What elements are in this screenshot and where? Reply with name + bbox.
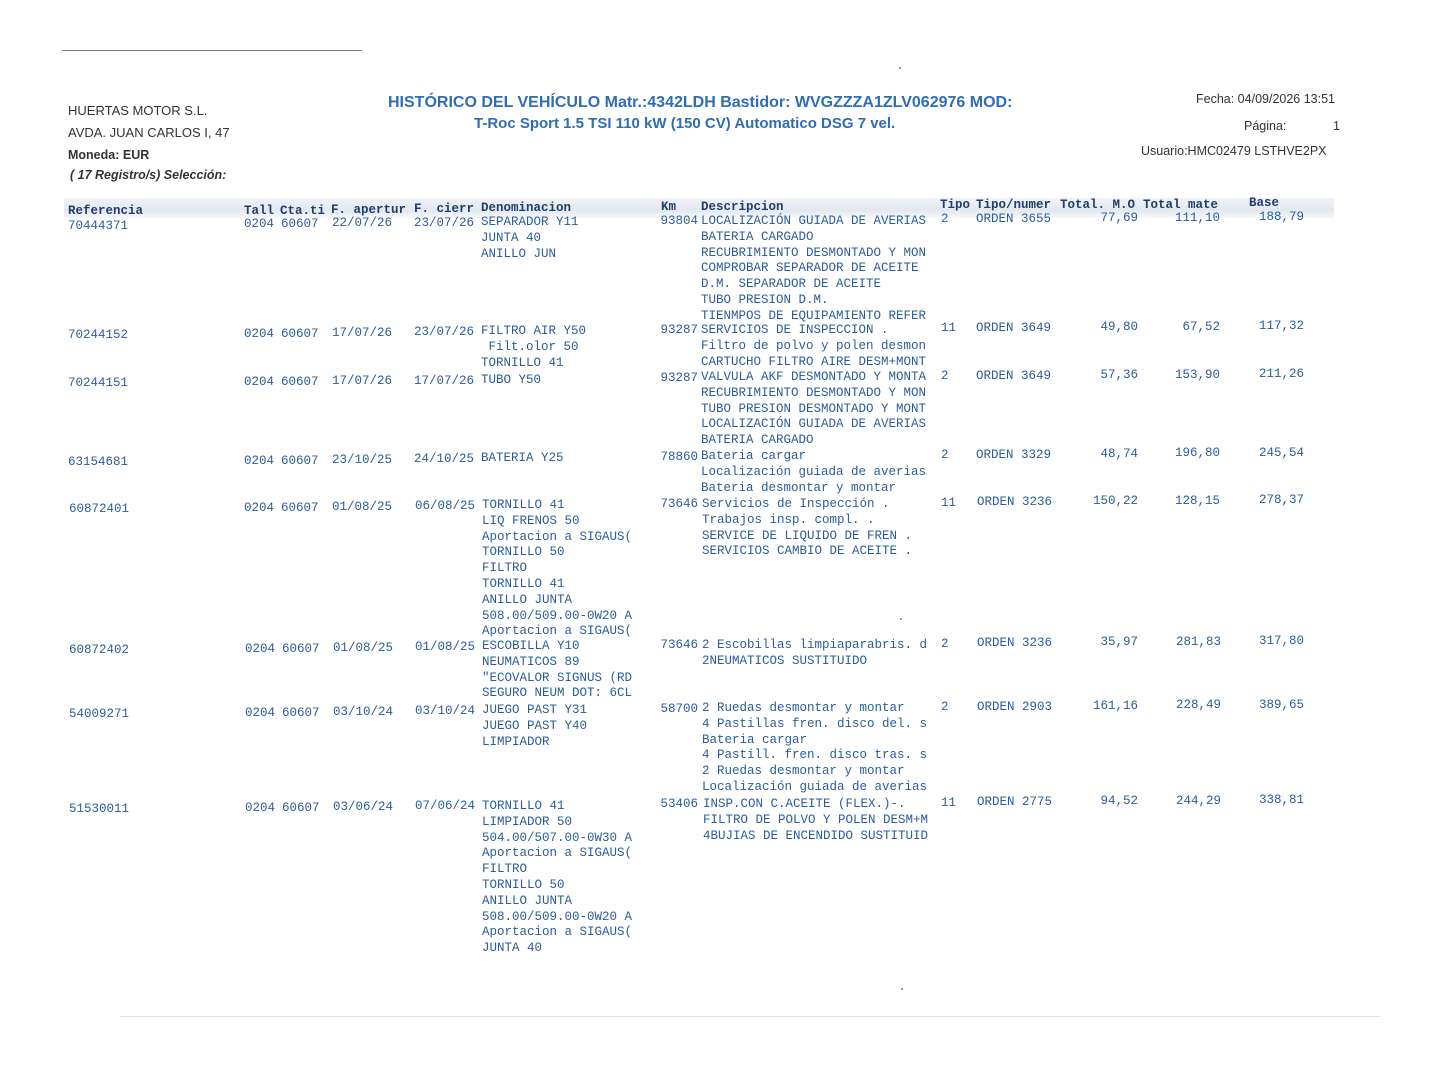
cell-tipo: 11 xyxy=(941,321,957,335)
cell-cuenta: 60607 xyxy=(282,706,320,720)
cell-referencia: 70244151 xyxy=(68,376,129,390)
cell-tipo: 2 xyxy=(941,448,949,462)
cell-descripcion: 2 Ruedas desmontar y montar 4 Pastillas fren. disco del. s Bateria cargar 4 Pastill. fren. disco tras. s 2 Ruedas desmontar y montar Localización guiada de averias xyxy=(702,701,928,794)
cell-referencia: 63154681 xyxy=(68,455,129,469)
cell-taller: 0204 xyxy=(244,217,275,231)
cell-base: 117,32 xyxy=(1258,319,1304,333)
footer-rule xyxy=(120,1016,1380,1017)
cell-total-materiales: 67,52 xyxy=(1182,320,1220,334)
cell-descripcion: Servicios de Inspección . Trabajos insp. compl. . SERVICE DE LIQUIDO DE FREN . SERVICIOS CAMBIO DE ACEITE . xyxy=(702,497,913,559)
cell-descripcion: Bateria cargar Localización guiada de averias Bateria desmontar y montar xyxy=(701,449,927,495)
col-cuenta: Cta.ti xyxy=(280,204,326,218)
cell-fecha-apertura: 03/06/24 xyxy=(333,800,394,814)
cell-base: 389,65 xyxy=(1258,698,1304,712)
company-block xyxy=(68,100,230,144)
cell-km: 73646 xyxy=(660,638,698,652)
cell-km: 53406 xyxy=(660,797,698,811)
selection-label: ( 17 Registro/s) Selección: xyxy=(70,168,227,182)
cell-tipo: 2 xyxy=(941,369,949,383)
cell-referencia: 60872401 xyxy=(69,502,130,516)
cell-descripcion: 2 Escobillas limpiaparabris. d 2NEUMATICOS SUSTITUIDO xyxy=(702,638,928,668)
cell-base: 338,81 xyxy=(1258,793,1304,807)
user-label: Usuario:HMC02479 LSTHVE2PX xyxy=(1141,144,1327,158)
cell-cuenta: 60607 xyxy=(281,501,319,515)
cell-total-mo: 48,74 xyxy=(1100,447,1138,461)
cell-total-materiales: 153,90 xyxy=(1174,368,1220,382)
cell-referencia: 70444371 xyxy=(68,219,129,233)
col-denominacion: Denominacion xyxy=(481,201,572,215)
cell-km: 93287 xyxy=(660,323,698,337)
scan-speck xyxy=(901,988,903,990)
cell-taller: 0204 xyxy=(245,642,276,656)
currency-label: Moneda: EUR xyxy=(68,148,150,162)
cell-fecha-cierre: 23/07/26 xyxy=(414,325,475,339)
cell-total-materiales: 196,80 xyxy=(1174,446,1220,460)
cell-denominacion: TORNILLO 41 LIMPIADOR 50 504.00/507.00-0W30 A Aportacion a SIGAUS( FILTRO TORNILLO 50 ANILLO JUNTA 508.00/509.00-0W20 A Aportacion a SIGAUS( JUNTA 40 xyxy=(482,799,633,956)
cell-fecha-apertura: 17/07/26 xyxy=(332,326,393,340)
cell-fecha-apertura: 03/10/24 xyxy=(333,705,394,719)
col-total-mo: Total. M.O xyxy=(1060,198,1136,212)
cell-km: 73646 xyxy=(660,497,698,511)
cell-referencia: 70244152 xyxy=(68,328,129,342)
cell-denominacion: TORNILLO 41 LIQ FRENOS 50 Aportacion a SIGAUS( TORNILLO 50 FILTRO TORNILLO 41 ANILLO JUNTA 508.00/509.00-0W20 A Aportacion a SIGAUS( xyxy=(482,498,633,639)
cell-total-materiales: 281,83 xyxy=(1175,635,1221,649)
cell-total-mo: 161,16 xyxy=(1092,699,1138,713)
cell-total-materiales: 228,49 xyxy=(1175,698,1221,712)
cell-tipo-numero: ORDEN 3236 xyxy=(977,636,1053,650)
cell-base: 245,54 xyxy=(1258,446,1304,460)
col-base: Base xyxy=(1249,196,1280,210)
cell-fecha-cierre: 03/10/24 xyxy=(415,704,476,718)
cell-tipo: 11 xyxy=(941,796,957,810)
page-label: Página: xyxy=(1244,119,1287,133)
cell-referencia: 60872402 xyxy=(69,643,130,657)
cell-cuenta: 60607 xyxy=(282,801,320,815)
header-rule xyxy=(62,50,362,51)
col-fecha-apertura: F. apertur xyxy=(331,203,407,217)
cell-denominacion: BATERIA Y25 xyxy=(481,451,564,465)
cell-fecha-cierre: 06/08/25 xyxy=(415,499,476,513)
table-header xyxy=(64,198,1334,218)
cell-tipo: 2 xyxy=(941,637,949,651)
cell-tipo-numero: ORDEN 3329 xyxy=(976,448,1052,462)
cell-total-mo: 57,36 xyxy=(1100,368,1138,382)
cell-taller: 0204 xyxy=(245,801,276,815)
cell-tipo-numero: ORDEN 3649 xyxy=(976,369,1052,383)
col-tipo: Tipo xyxy=(940,198,971,212)
cell-base: 188,79 xyxy=(1258,210,1304,224)
col-tipo-numero: Tipo/numer xyxy=(976,198,1052,212)
page-number: 1 xyxy=(1333,119,1340,133)
cell-descripcion: VALVULA AKF DESMONTADO Y MONTA RECUBRIMIENTO DESMONTADO Y MON TUBO PRESION DESMONTADO Y MONT LOCALIZACIÓN GUIADA DE AVERIAS BATERIA CARGADO xyxy=(701,370,927,448)
cell-taller: 0204 xyxy=(244,501,275,515)
cell-tipo-numero: ORDEN 3655 xyxy=(976,212,1052,226)
cell-tipo-numero: ORDEN 3649 xyxy=(976,321,1052,335)
cell-cuenta: 60607 xyxy=(281,217,319,231)
col-descripcion: Descripcion xyxy=(701,200,784,214)
cell-denominacion: SEPARADOR Y11 JUNTA 40 ANILLO JUN xyxy=(481,215,579,261)
cell-km: 78860 xyxy=(660,450,698,464)
cell-taller: 0204 xyxy=(245,706,276,720)
cell-cuenta: 60607 xyxy=(281,375,319,389)
col-taller: Tall xyxy=(244,204,275,218)
cell-denominacion: TUBO Y50 xyxy=(481,373,542,387)
cell-tipo: 11 xyxy=(941,496,957,510)
cell-referencia: 54009271 xyxy=(69,707,130,721)
cell-tipo: 2 xyxy=(941,700,949,714)
cell-fecha-apertura: 23/10/25 xyxy=(332,453,393,467)
cell-taller: 0204 xyxy=(244,327,275,341)
report-title-line1: HISTÓRICO DEL VEHÍCULO Matr.:4342LDH Bastidor: WVGZZZA1ZLV062976 MOD: xyxy=(388,94,1013,111)
report-title-line2: T-Roc Sport 1.5 TSI 110 kW (150 CV) Automatico DSG 7 vel. xyxy=(474,115,896,132)
cell-taller: 0204 xyxy=(244,454,275,468)
cell-denominacion: ESCOBILLA Y10 NEUMATICOS 89 "ECOVALOR SIGNUS (RD SEGURO NEUM DOT: 6CL xyxy=(482,639,633,701)
cell-fecha-cierre: 24/10/25 xyxy=(414,452,475,466)
cell-total-mo: 49,80 xyxy=(1100,320,1138,334)
cell-total-mo: 150,22 xyxy=(1092,494,1138,508)
cell-descripcion: SERVICIOS DE INSPECCION . Filtro de polvo y polen desmon CARTUCHO FILTRO AIRE DESM+MONT xyxy=(701,323,927,369)
cell-km: 93287 xyxy=(660,371,698,385)
cell-total-mo: 35,97 xyxy=(1100,635,1138,649)
scan-speck xyxy=(899,67,901,69)
company-address: AVDA. JUAN CARLOS I, 47 xyxy=(68,125,230,140)
cell-fecha-apertura: 01/08/25 xyxy=(333,641,394,655)
cell-fecha-cierre: 23/07/26 xyxy=(414,216,475,230)
col-km: Km xyxy=(661,200,677,214)
cell-fecha-cierre: 01/08/25 xyxy=(415,640,476,654)
cell-total-materiales: 111,10 xyxy=(1174,211,1220,225)
cell-fecha-cierre: 17/07/26 xyxy=(414,374,475,388)
col-referencia: Referencia xyxy=(68,204,144,218)
cell-total-mo: 77,69 xyxy=(1100,211,1138,225)
company-name: HUERTAS MOTOR S.L. xyxy=(68,103,208,118)
cell-cuenta: 60607 xyxy=(281,454,319,468)
cell-descripcion: INSP.CON C.ACEITE (FLEX.)-. FILTRO DE POLVO Y POLEN DESM+M 4BUJIAS DE ENCENDIDO SUSTITUID xyxy=(703,797,929,843)
cell-tipo-numero: ORDEN 3236 xyxy=(977,495,1053,509)
cell-total-mo: 94,52 xyxy=(1100,794,1138,808)
cell-taller: 0204 xyxy=(244,375,275,389)
cell-fecha-apertura: 22/07/26 xyxy=(332,216,393,230)
cell-tipo: 2 xyxy=(941,212,949,226)
cell-referencia: 51530011 xyxy=(69,802,130,816)
cell-total-materiales: 244,29 xyxy=(1175,794,1221,808)
cell-tipo-numero: ORDEN 2775 xyxy=(977,795,1053,809)
cell-fecha-apertura: 01/08/25 xyxy=(332,500,393,514)
col-fecha-cierre: F. cierr xyxy=(414,202,475,216)
cell-base: 278,37 xyxy=(1258,493,1304,507)
cell-denominacion: FILTRO AIR Y50 Filt.olor 50 TORNILLO 41 xyxy=(481,324,587,370)
cell-total-materiales: 128,15 xyxy=(1174,494,1220,508)
cell-fecha-cierre: 07/06/24 xyxy=(415,799,476,813)
report-date: Fecha: 04/09/2026 13:51 xyxy=(1196,92,1336,106)
cell-tipo-numero: ORDEN 2903 xyxy=(977,700,1053,714)
cell-cuenta: 60607 xyxy=(282,642,320,656)
cell-base: 211,26 xyxy=(1258,367,1304,381)
cell-km: 58700 xyxy=(660,702,698,716)
cell-denominacion: JUEGO PAST Y31 JUEGO PAST Y40 LIMPIADOR xyxy=(482,703,588,749)
col-total-materiales: Total mate xyxy=(1143,198,1219,212)
cell-fecha-apertura: 17/07/26 xyxy=(332,374,393,388)
cell-base: 317,80 xyxy=(1258,634,1304,648)
cell-cuenta: 60607 xyxy=(281,327,319,341)
cell-descripcion: LOCALIZACIÓN GUIADA DE AVERIAS BATERIA CARGADO RECUBRIMIENTO DESMONTADO Y MON COMPROBAR SEPARADOR DE ACEITE D.M. SEPARADOR DE ACEITE TUBO PRESION D.M. TIENMPOS DE EQUIPAMIENTO REFER xyxy=(701,214,927,323)
scan-speck xyxy=(900,618,902,620)
cell-km: 93804 xyxy=(660,214,698,228)
